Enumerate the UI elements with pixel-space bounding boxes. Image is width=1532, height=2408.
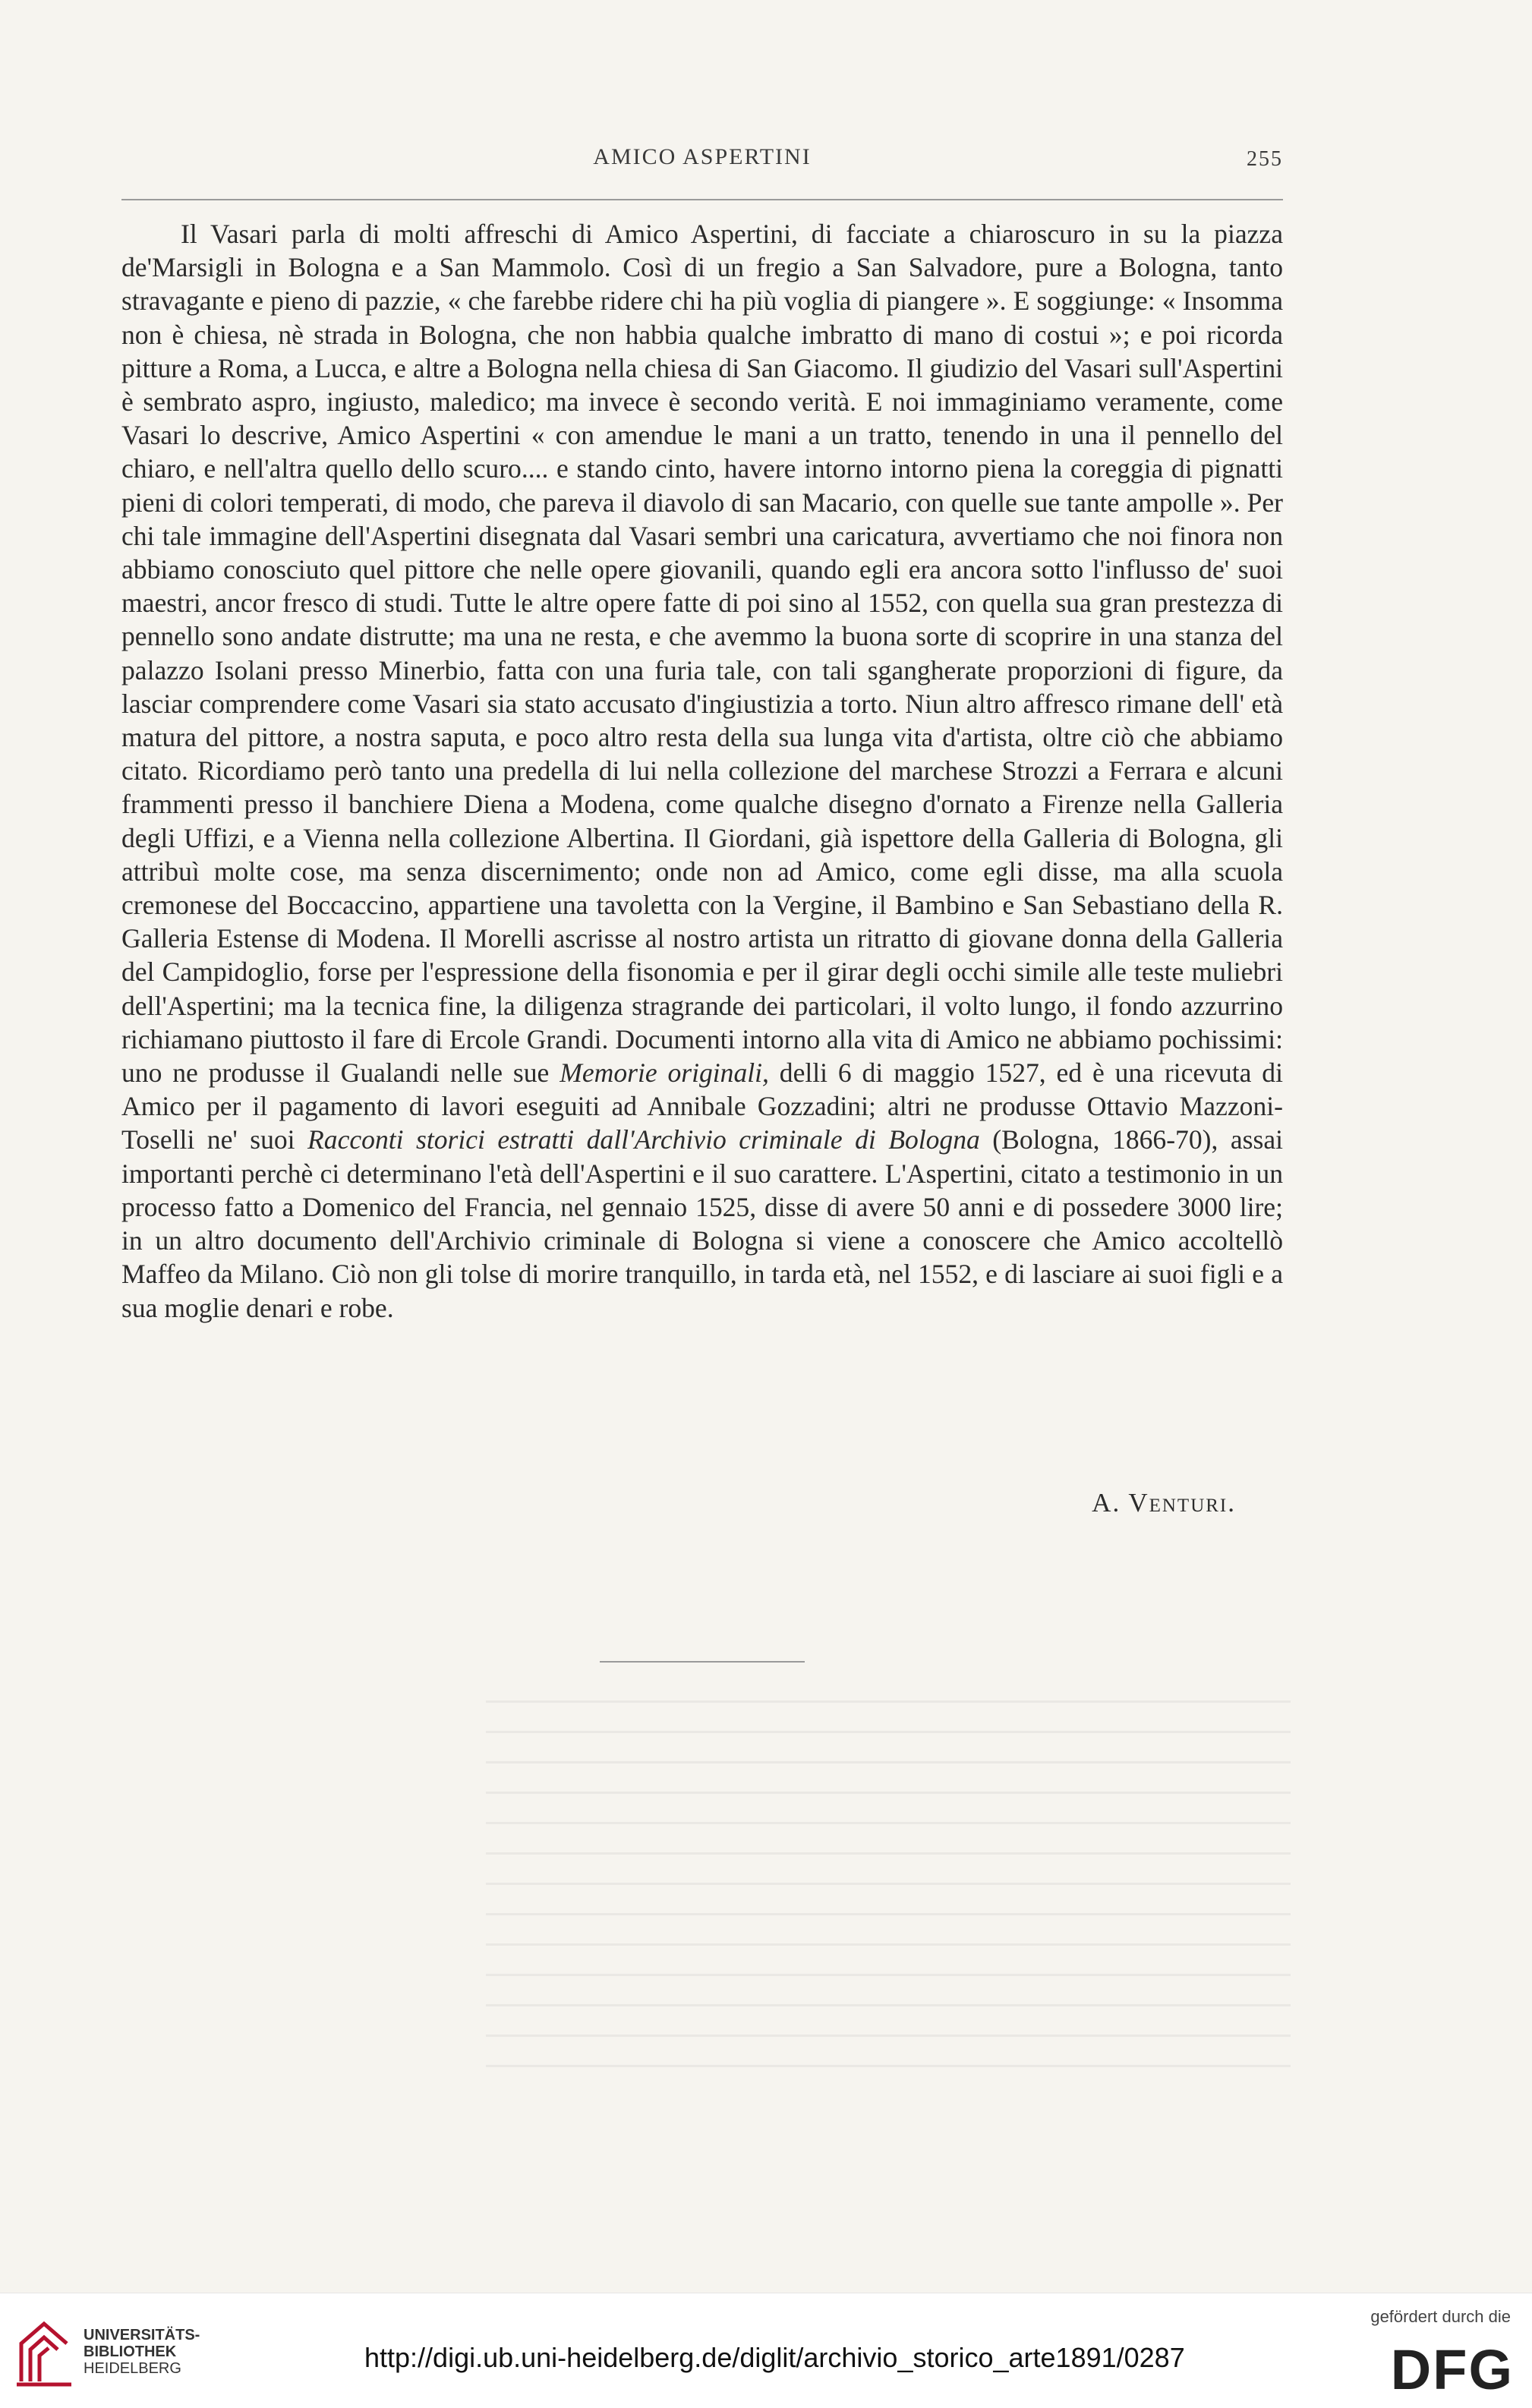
running-title: AMICO ASPERTINI <box>593 144 812 169</box>
library-line-2: BIBLIOTHEK <box>84 2343 177 2360</box>
article-paragraph <box>121 217 1283 1325</box>
funding-note: gefördert durch die <box>1370 2307 1511 2326</box>
library-line-1: UNIVERSITÄTS- <box>84 2327 200 2343</box>
paragraph-text-3: (Bologna, 1866-70), assai importanti perchè ci determinano l'età dell'Aspertini e il suo carattere. L'Aspertini, citato a testimonio in un processo fatto a Domenico del Francia, nel gennaio 1525, disse di avere 50 anni e di possedere 3000 lire; in un altro documento dell'Archivio criminale di Bologna si viene a conoscere che Amico accoltellò Maffeo da Milano. Ciò non gli tolse di morire tranquillo, in tarda età, nel 1552, e di lasciare ai suoi figli e a sua moglie denari e robe. <box>121 1124 1283 1323</box>
running-head <box>121 144 1283 182</box>
paragraph-text-1: Il Vasari parla di molti affreschi di Amico Aspertini, di facciate a chiaroscuro in su la piazza de'Marsigli in Bologna e a San Mammolo. Così di un fregio a San Salvadore, pure a Bologna, tanto stravagante e pieno di pazzie, « che farebbe ridere chi ha più voglia di piangere ». E soggiunge: « Insomma non è chiesa, nè strada in Bologna, che non habbia qualche imbratto di mano di costui »; e poi ricorda pitture a Roma, a Lucca, e altre a Bologna nella chiesa di San Giacomo. Il giudizio del Vasari sull'Aspertini è sembrato aspro, ingiusto, maledico; ma invece è secondo verità. E noi immaginiamo veramente, come Vasari lo descrive, Amico Aspertini « con amendue le mani a un tratto, tenendo in una il pennello del chiaro, e nell'altra quello dello scuro.... e stando cinto, havere intorno intorno piena la coreggia di pignatti pieni di colori temperati, di modo, che pareva il diavolo di san Macario, con quelle sue tante ampolle ». Per chi tale immagine dell'Aspertini disegnata dal Vasari sembri una caricatura, avvertiamo che noi finora non abbiamo conosciuto quel pittore che nelle opere giovanili, quando egli era ancora sotto l'influsso de' suoi maestri, ancor fresco di studi. Tutte le altre opere fatte di poi sino al 1552, con quella sua gran prestezza di pennello sono andate distrutte; ma una ne resta, e che avemmo la buona sorte di scoprire in una stanza del palazzo Isolani presso Minerbio, fatta con una furia tale, con tali sgangherate proporzioni di figure, da lasciar comprendere come Vasari sia stato accusato d'ingiustizia a torto. Niun altro affresco rimane dell' età matura del pittore, a nostra saputa, e poco altro resta della sua lunga vita d'artista, oltre ciò che abbiamo citato. Ricordiamo però tanto una predella di lui nella collezione del marchese Strozzi a Ferrara e alcuni frammenti presso il banchiere Diena a Modena, come qualche disegno d'ornato a Firenze nella Galleria degli Uffizi, e a Vienna nella collezione Albertina. Il Giordani, già ispettore della Galleria di Bologna, gli attribuì molte cose, ma senza discernimento; onde non ad Amico, come egli disse, ma alla scuola cremonese del Boccaccino, appartiene una tavoletta con la Vergine, il Bambino e San Sebastiano della R. Galleria Estense di Modena. Il Morelli ascrisse al nostro artista un ritratto di giovane donna della Galleria del Campidoglio, forse per l'espressione della fisonomia e per il girar degli occhi simile alle teste muliebri dell'Aspertini; ma la tecnica fine, la diligenza stragrande dei particolari, il volto lungo, il fondo azzurrino richiamano piuttosto il fare di Ercole Grandi. Documenti intorno alla vita di Amico ne abbiamo pochissimi: uno ne produsse il Gualandi nelle sue <box>121 219 1283 1089</box>
end-rule <box>600 1661 805 1663</box>
paragraph-text-2: delli 6 di maggio 1527, ed è una ricevuta di Amico per il pagamento di lavori eseguiti ad Annibale Gozzadini; altri ne produsse Ottavio Mazzoni-Toselli ne' suoi <box>121 1057 1283 1155</box>
bleed-through-texture <box>486 1700 1291 2095</box>
permalink-url[interactable]: http://digi.ub.uni-heidelberg.de/diglit/archivio_storico_arte1891/0287 <box>364 2342 1185 2373</box>
dfg-logo: DFG <box>1390 2338 1514 2401</box>
ub-heidelberg-logo-icon <box>14 2313 74 2389</box>
author-signature: A. Venturi. <box>1092 1488 1236 1518</box>
library-name <box>84 2327 200 2377</box>
title-memorie-originali: Memorie originali, <box>560 1057 769 1089</box>
title-racconti-storici: Racconti storici estratti dall'Archivio criminale di Bologna <box>307 1124 980 1155</box>
library-line-3: HEIDELBERG <box>84 2360 181 2377</box>
page-number: 255 <box>1247 147 1283 171</box>
footer-bar <box>0 2293 1532 2408</box>
header-rule <box>121 199 1283 200</box>
